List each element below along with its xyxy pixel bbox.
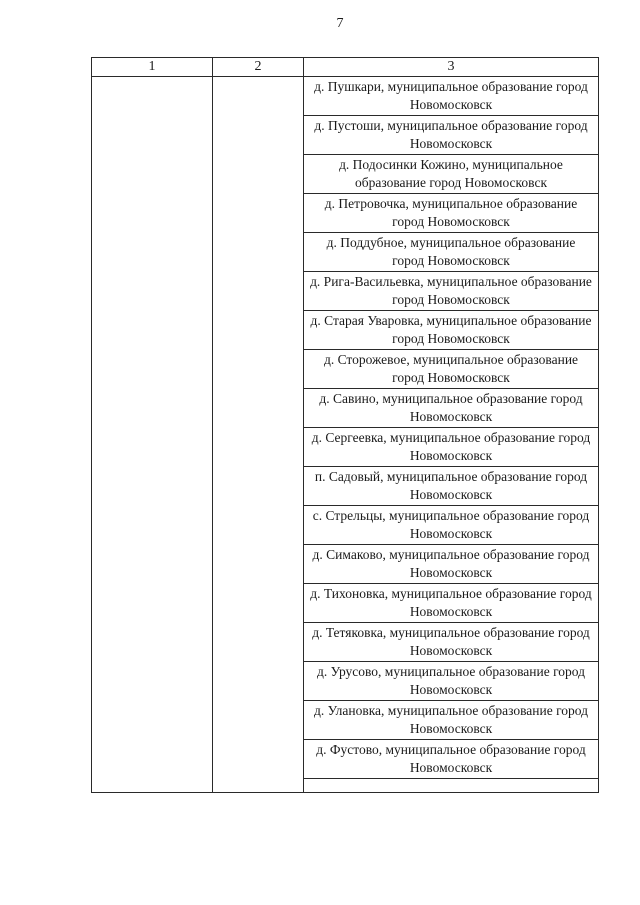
settlement-cell: с. Стрельцы, муниципальное образование город Новомосковск	[304, 506, 599, 545]
settlement-cell: д. Фустово, муниципальное образование город Новомосковск	[304, 740, 599, 779]
page-number: 7	[336, 16, 344, 31]
settlement-cell: д. Рига-Васильевка, муниципальное образование город Новомосковск	[304, 272, 599, 311]
settlement-cell: д. Улановка, муниципальное образование город Новомосковск	[304, 701, 599, 740]
column-1-cell	[92, 77, 213, 793]
settlement-cell: д. Поддубное, муниципальное образование город Новомосковск	[304, 233, 599, 272]
settlement-cell: д. Сторожевое, муниципальное образование город Новомосковск	[304, 350, 599, 389]
table-row	[92, 77, 599, 116]
settlement-cell: д. Тихоновка, муниципальное образование город Новомосковск	[304, 584, 599, 623]
settlement-cell: д. Урусово, муниципальное образование город Новомосковск	[304, 662, 599, 701]
settlement-cell: д. Петровочка, муниципальное образование город Новомосковск	[304, 194, 599, 233]
column-header-2: 2	[213, 58, 304, 77]
settlement-cell: д. Савино, муниципальное образование город Новомосковск	[304, 389, 599, 428]
settlement-cell: д. Симаково, муниципальное образование город Новомосковск	[304, 545, 599, 584]
settlement-cell: д. Пушкари, муниципальное образование город Новомосковск	[304, 77, 599, 116]
settlement-cell: д. Тетяковка, муниципальное образование город Новомосковск	[304, 623, 599, 662]
settlement-cell: д. Сергеевка, муниципальное образование город Новомосковск	[304, 428, 599, 467]
column-header-1: 1	[92, 58, 213, 77]
table-tail-cell	[304, 779, 599, 793]
column-2-cell	[213, 77, 304, 793]
settlement-cell: д. Пустоши, муниципальное образование город Новомосковск	[304, 116, 599, 155]
column-header-3: 3	[304, 58, 599, 77]
settlement-cell: д. Старая Уваровка, муниципальное образование город Новомосковск	[304, 311, 599, 350]
table-header-row	[92, 58, 599, 77]
settlement-cell: д. Подосинки Кожино, муниципальное образование город Новомосковск	[304, 155, 599, 194]
table-body	[92, 77, 599, 793]
settlement-cell: п. Садовый, муниципальное образование город Новомосковск	[304, 467, 599, 506]
settlements-table	[91, 57, 599, 793]
